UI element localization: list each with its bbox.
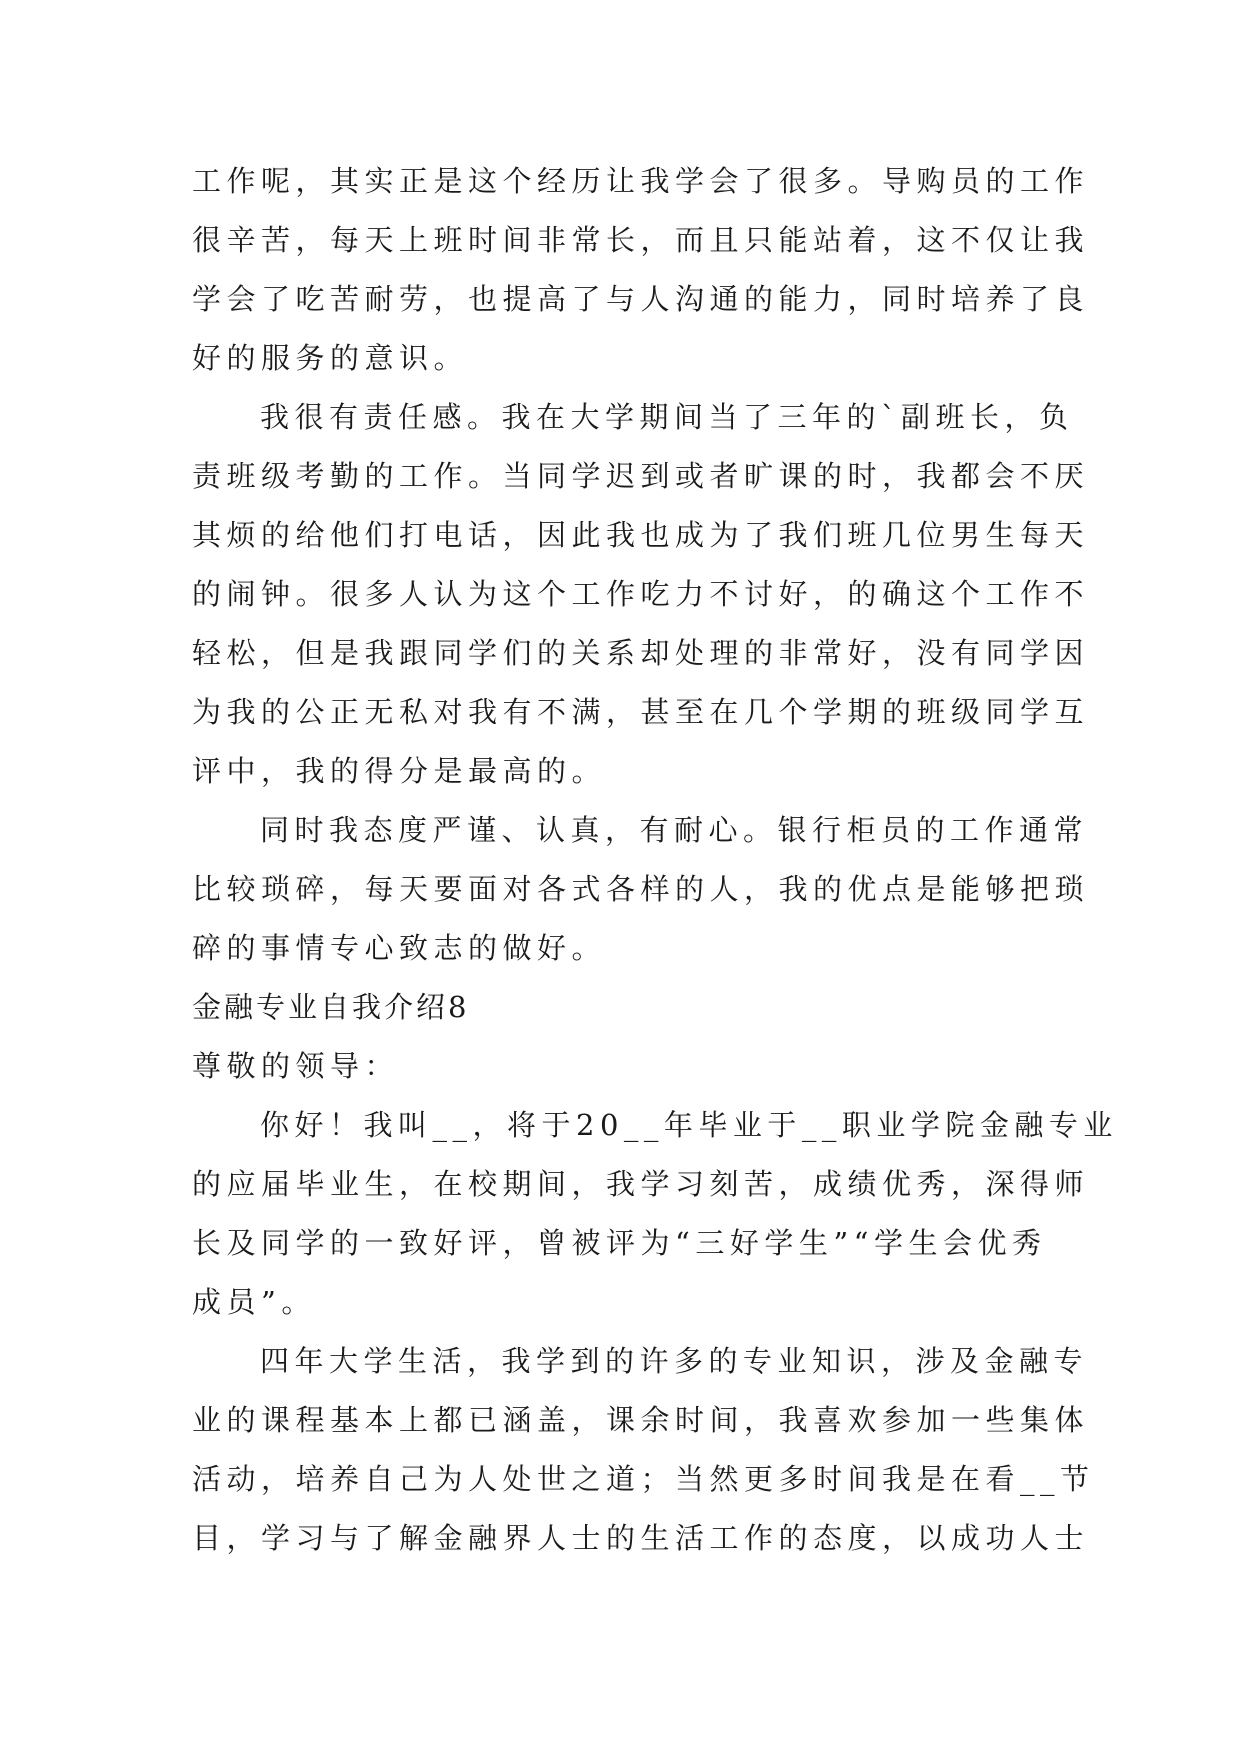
- text-line: 目，学习与了解金融界人士的生活工作的态度，以成功人士: [192, 1521, 1090, 1555]
- text-line: 评中，我的得分是最高的。: [192, 754, 607, 788]
- text-line: 你好！我叫__，将于20__年毕业于__职业学院金融专业: [260, 1108, 1118, 1142]
- text-line: 的闹钟。很多人认为这个工作吃力不讨好，的确这个工作不: [192, 577, 1090, 611]
- text-line: 业的课程基本上都已涵盖，课余时间，我喜欢参加一些集体: [192, 1403, 1090, 1437]
- text-line: 四年大学生活，我学到的许多的专业知识，涉及金融专: [260, 1344, 1089, 1378]
- text-line: 学会了吃苦耐劳，也提高了与人沟通的能力，同时培养了良: [192, 282, 1090, 316]
- text-line: 工作呢，其实正是这个经历让我学会了很多。导购员的工作: [192, 164, 1090, 198]
- text-line: 活动，培养自己为人处世之道；当然更多时间我是在看__节: [192, 1462, 1095, 1496]
- salutation: 尊敬的领导：: [192, 1049, 400, 1083]
- text-line: 碎的事情专心致志的做好。: [192, 931, 607, 965]
- text-line: 长及同学的一致好评，曾被评为“三好学生”“学生会优秀: [192, 1226, 1047, 1260]
- text-line: 好的服务的意识。: [192, 341, 469, 375]
- document-body: [192, 152, 1118, 1568]
- text-line: 成员”。: [192, 1285, 316, 1319]
- text-line: 轻松，但是我跟同学们的关系却处理的非常好，没有同学因: [192, 636, 1090, 670]
- text-line: 比较琐碎，每天要面对各式各样的人，我的优点是能够把琐: [192, 872, 1090, 906]
- text-line: 的应届毕业生，在校期间，我学习刻苦，成绩优秀，深得师: [192, 1167, 1090, 1201]
- text-line: 为我的公正无私对我有不满，甚至在几个学期的班级同学互: [192, 695, 1090, 729]
- section-heading: 金融专业自我介绍8: [192, 990, 470, 1024]
- text-line: 责班级考勤的工作。当同学迟到或者旷课的时，我都会不厌: [192, 459, 1090, 493]
- text-line: 很辛苦，每天上班时间非常长，而且只能站着，这不仅让我: [192, 223, 1090, 257]
- text-line: 其烦的给他们打电话，因此我也成为了我们班几位男生每天: [192, 518, 1090, 552]
- text-line: 我很有责任感。我在大学期间当了三年的`副班长，负: [260, 400, 1074, 434]
- text-line: 同时我态度严谨、认真，有耐心。银行柜员的工作通常: [260, 813, 1089, 847]
